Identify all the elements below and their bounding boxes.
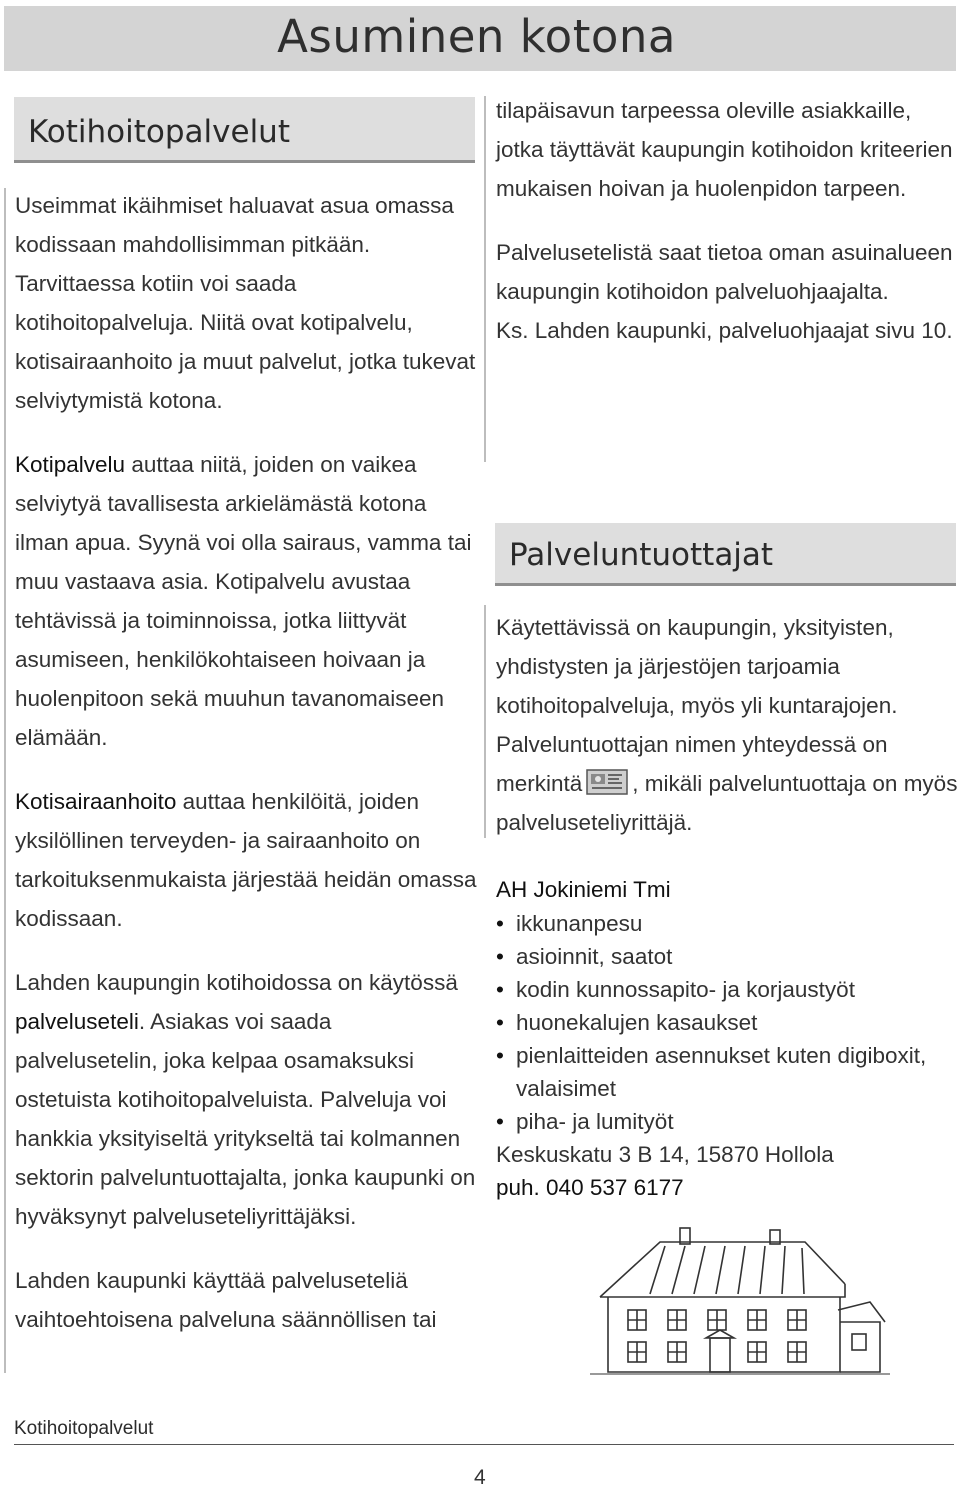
left-column bbox=[15, 186, 477, 1364]
service-item: • asioinnit, saatot bbox=[496, 940, 958, 973]
company-phone: puh. 040 537 6177 bbox=[496, 1175, 684, 1200]
section-title: Kotihoitopalvelut bbox=[28, 114, 290, 150]
services-list bbox=[496, 907, 958, 1138]
page-number: 4 bbox=[474, 1466, 486, 1489]
right-column-rule-top bbox=[484, 96, 486, 462]
kotipalvelu-text: auttaa niitä, joiden on vaikea selviytyä tavallisesta arkielämästä kotona ilman apua. Syynä voi olla sairaus, vamma tai muu vastaava asia. Kotipalvelu avustaa tehtävissä ja toiminnoissa, jotka liittyvät asumiseen, henkilökohtaiseen hoivaan ja huolenpitoon sekä muuhun tavanomaiseen elämään. bbox=[15, 452, 472, 750]
page-title: Asuminen kotona bbox=[277, 10, 676, 63]
footer-divider bbox=[14, 1444, 954, 1445]
providers-text-2: , mikäli palveluntuottaja on myös palveluseteliyrittäjä. bbox=[496, 771, 958, 835]
voucher-icon bbox=[586, 767, 628, 797]
company-block bbox=[496, 873, 958, 1204]
kotipalvelu-term: Kotipalvelu bbox=[15, 452, 126, 477]
providers-title: Palveluntuottajat bbox=[509, 537, 774, 573]
continued-paragraph: tilapäisavun tarpeessa oleville asiakkaille, jotka täyttävät kaupungin kotihoidon kriteerien mukaisen hoivan ja huolenpidon tarpeen. bbox=[496, 98, 953, 201]
kotisairaanhoito-term: Kotisairaanhoito bbox=[15, 789, 177, 814]
voucher-usage-paragraph: Lahden kaupunki käyttää palveluseteliä vaihtoehtoisena palveluna säännöllisen tai bbox=[15, 1268, 437, 1332]
palveluseteli-term: palveluseteli bbox=[15, 1009, 139, 1034]
right-column-top bbox=[496, 91, 958, 375]
section-heading-kotihoitopalvelut bbox=[14, 97, 475, 163]
right-column-providers bbox=[496, 608, 958, 867]
left-margin-rule bbox=[4, 188, 6, 1373]
providers-paragraph bbox=[496, 608, 958, 842]
kotipalvelu-paragraph bbox=[15, 445, 477, 757]
intro-paragraph: Useimmat ikäihmiset haluavat asua omassa kodissaan mahdollisimman pitkään. Tarvittaessa kotiin voi saada kotihoitopalveluja. Niitä ovat kotipalvelu, kotisairaanhoito ja muut palvelut, jotka tukevat selviytymistä kotona. bbox=[15, 193, 476, 413]
service-item: • pienlaitteiden asennukset kuten digiboxit, valaisimet bbox=[496, 1039, 958, 1105]
reference-paragraph: Ks. Lahden kaupunki, palveluohjaajat sivu 10. bbox=[496, 318, 953, 343]
service-item: • kodin kunnossapito- ja korjaustyöt bbox=[496, 973, 958, 1006]
footer-section-label: Kotihoitopalvelut bbox=[14, 1418, 154, 1439]
header-band bbox=[4, 6, 956, 71]
info-paragraph: Palvelusetelistä saat tietoa oman asuinalueen kaupungin kotihoidon palveluohjaajalta. bbox=[496, 240, 953, 304]
company-name: AH Jokiniemi Tmi bbox=[496, 877, 671, 902]
service-item: • ikkunanpesu bbox=[496, 907, 958, 940]
palveluseteli-paragraph bbox=[15, 963, 477, 1236]
section-heading-palveluntuottajat bbox=[495, 523, 956, 586]
header-gap bbox=[4, 71, 956, 74]
kotisairaanhoito-text: auttaa henkilöitä, joiden yksilöllinen terveyden- ja sairaanhoito on tarkoituksenmukaista järjestää heidän omassa kodissaan. bbox=[15, 789, 477, 931]
service-item: • piha- ja lumityöt bbox=[496, 1105, 958, 1138]
house-illustration bbox=[590, 1222, 890, 1387]
company-address: Keskuskatu 3 B 14, 15870 Hollola bbox=[496, 1142, 834, 1167]
service-item: • huonekalujen kasaukset bbox=[496, 1006, 958, 1039]
palveluseteli-text: . Asiakas voi saada palvelusetelin, joka kelpaa osamaksuksi ostetuista kotihoitopalveluista. Palveluja voi hankkia yksityiseltä yritykseltä tai kolmannen sektorin palveluntuottajalta, jonka kaupunki on hyväksynyt palveluseteliyrittäjäksi. bbox=[15, 1009, 476, 1229]
providers-text-1: Käytettävissä on kaupungin, yksityisten, yhdistysten ja järjestöjen tarjoamia kotihoitopalveluja, myös yli kuntarajojen. Palveluntuottajan nimen yhteydessä on merkintä bbox=[496, 615, 898, 796]
right-column-rule-mid bbox=[484, 605, 486, 838]
kotisairaanhoito-paragraph bbox=[15, 782, 477, 938]
palveluseteli-text-start: Lahden kaupungin kotihoidossa on käytössä bbox=[15, 970, 458, 995]
